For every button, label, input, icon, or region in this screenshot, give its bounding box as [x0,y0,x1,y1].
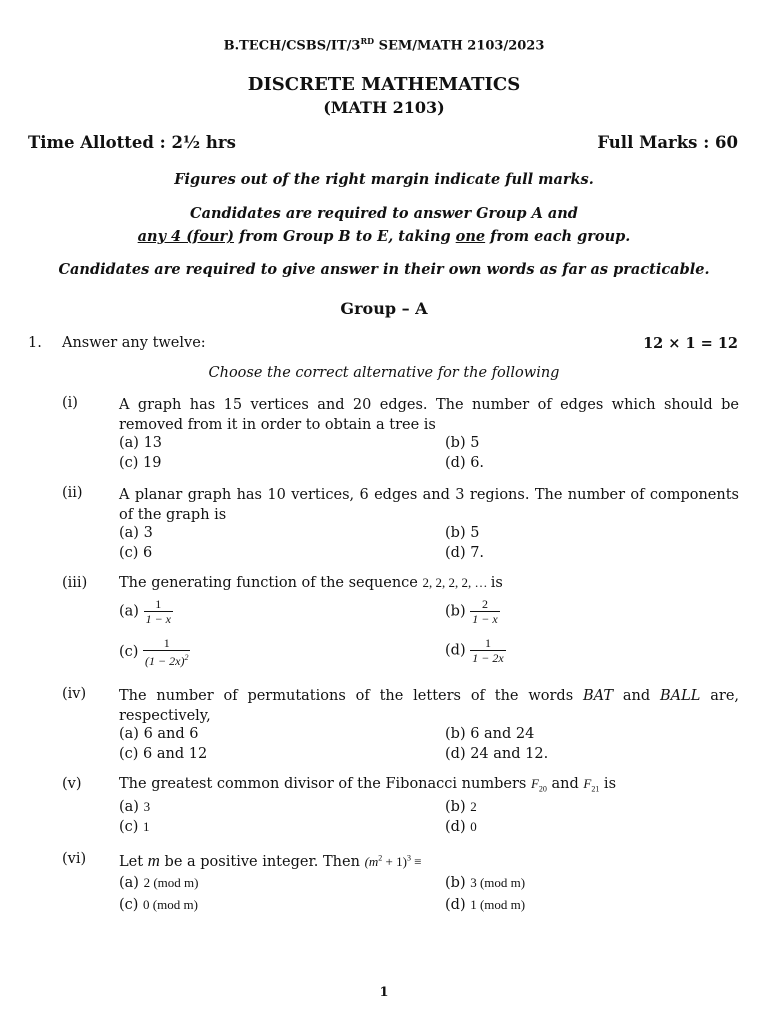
part-iv-text-post: are, respectively, [119,688,740,724]
part-vi-option-d-label: (d) [445,897,466,913]
part-iv-text-pre: The number of permutations of the letters of the words [119,688,584,704]
part-v-f21-subscript: 21 [591,784,600,794]
paper-title: DISCRETE MATHEMATICS [247,74,521,95]
instruction-groups-end: from each group. [485,228,631,245]
part-v-option-a [119,799,150,815]
part-iv-option-b: (b) 6 and 24 [445,726,535,742]
part-iii-option-d-numerator: 1 [484,636,491,650]
part-v-f21 [583,776,600,794]
part-iii-option-b-label: (b) [445,603,466,620]
part-vi-expression [365,854,422,869]
part-iii-option-c-label: (c) [119,644,139,660]
part-i-option-a: (a) 13 [119,435,163,451]
part-iii-text-post: is [490,575,503,591]
part-v-option-b-label: (b) [445,799,466,815]
part-iii-option-d-denominator: 1 − 2x [472,651,504,665]
part-i-option-d: (d) 6. [445,455,485,471]
part-iv-label: (iv) [62,686,87,702]
paper-subtitle: (MATH 2103) [323,98,445,117]
instruction-own-words: Candidates are required to give answer in their own words as far as practicable. [58,261,710,278]
part-iv-word-ball: BALL [660,688,701,704]
instruction-any-four: any 4 (four) [137,228,235,245]
part-iv-text [119,686,739,726]
part-vi-option-a [119,875,198,891]
part-vi-expression-relation: ≡ [410,854,422,869]
part-ii-option-b: (b) 5 [445,525,480,541]
part-v-text [119,776,616,794]
part-iii-option-a-numerator: 1 [155,597,162,611]
part-iii-option-a-label: (a) [119,603,139,620]
instruction-one: one [455,228,486,245]
part-iv-word-bat: BAT [583,688,614,704]
part-v-f21-symbol: F [583,776,592,791]
part-v-option-b-value: 2 [470,799,477,814]
part-v-option-d-label: (d) [445,819,466,835]
part-iii-option-a-fraction [144,597,173,626]
part-iii-text-pre: The generating function of the sequence [119,575,423,591]
part-v-option-a-label: (a) [119,799,139,815]
part-iii-sequence: 2, 2, 2, 2, … [422,575,491,590]
part-iii-option-c [119,636,190,668]
part-iii-option-a [119,597,173,626]
part-v-option-a-value: 3 [143,799,151,814]
part-v-option-d [445,819,477,835]
time-allotted: Time Allotted : 2½ hrs [28,133,236,152]
full-marks: Full Marks : 60 [597,133,738,152]
part-i-text: A graph has 15 vertices and 20 edges. The number of edges which should be removed from it in order to obtain a tree is [119,397,739,433]
part-iii-option-b-denominator: 1 − x [472,612,498,626]
part-iv-option-a: (a) 6 and 6 [119,726,199,742]
part-v-f20-subscript: 20 [538,784,547,794]
instruction-groups-text: from Group B to E, taking [234,228,456,245]
question-marks: 12 × 1 = 12 [643,335,738,352]
page-number: 1 [379,985,389,1000]
paper-code-suffix: SEM/MATH 2103/2023 [374,38,545,54]
part-vi-option-b-value: 3 (mod m) [470,875,526,890]
question-number: 1. [28,335,42,351]
part-iii-option-d-fraction [470,636,505,665]
question-directive: Choose the correct alternative for the following [208,365,560,381]
part-vi-option-d [445,897,525,913]
part-vi-text-mid: be a positive integer. Then [159,854,365,870]
part-v-label: (v) [62,776,82,792]
instruction-marks: Figures out of the right margin indicate full marks. [174,171,594,188]
part-ii-option-c: (c) 6 [119,545,153,561]
instruction-groups-2 [0,228,768,245]
part-iii-option-c-denominator [143,650,190,668]
part-vi-option-a-label: (a) [119,875,139,891]
part-vi-expression-cube: 3 [406,853,411,863]
part-vi-option-c-label: (c) [119,897,139,913]
part-iv-option-c: (c) 6 and 12 [119,746,208,762]
part-i-option-b: (b) 5 [445,435,480,451]
instruction-groups-1: Candidates are required to answer Group A and [190,205,578,222]
part-iii-option-d-label: (d) [445,642,466,659]
part-iii-option-c-denominator-base: (1 − 2x) [145,654,185,668]
part-iii-option-b-fraction [470,597,499,626]
part-v-f20-symbol: F [530,776,539,791]
part-ii-option-d: (d) 7. [445,545,485,561]
part-v-option-c [119,819,150,835]
part-v-text-pre: The greatest common divisor of the Fibonacci numbers [119,776,531,792]
part-iii-option-c-fraction [143,636,190,668]
part-v-option-c-value: 1 [143,819,150,834]
part-iii-option-a-denominator: 1 − x [145,612,172,626]
part-v-option-d-value: 0 [470,819,477,834]
part-iii-label: (iii) [62,575,88,591]
part-vi-text [119,851,422,871]
paper-code-prefix: B.TECH/CSBS/IT/3 [223,38,361,54]
part-vi-option-c [119,897,198,913]
part-vi-option-c-value: 0 (mod m) [143,897,198,912]
part-ii-option-a: (a) 3 [119,525,153,541]
part-iii-option-c-exponent: 2 [184,653,189,662]
part-iv-option-d: (d) 24 and 12. [445,746,549,762]
part-vi-expression-base: (m [364,854,379,869]
part-i-option-c: (c) 19 [119,455,162,471]
part-i-label: (i) [62,395,78,411]
part-vi-option-d-value: 1 (mod m) [470,897,526,912]
part-ii-text: A planar graph has 10 vertices, 6 edges and 3 regions. The number of components of the graph is [119,487,739,523]
part-iv-text-mid: and [613,688,660,704]
part-vi-option-b-label: (b) [445,875,466,891]
part-ii-label: (ii) [62,485,83,501]
part-iii-option-c-numerator: 1 [163,636,170,650]
part-v-text-post: is [599,776,617,792]
part-iii-option-d [445,636,506,665]
part-vi-variable-m: m [147,851,160,870]
part-vi-text-pre: Let [119,854,148,870]
part-iii-text [119,575,503,591]
paper-code [0,36,768,53]
part-v-option-c-label: (c) [119,819,139,835]
part-vi-expression-tail: + 1) [382,854,407,869]
part-v-option-b [445,799,477,815]
part-iii-option-b-numerator: 2 [481,597,488,611]
group-heading: Group – A [340,299,428,318]
part-vi-expression-square: 2 [378,853,383,863]
part-iii-option-b [445,597,500,626]
paper-code-sup: RD [360,36,375,46]
part-v-f20 [530,776,547,794]
part-vi-label: (vi) [62,851,87,867]
question-text: Answer any twelve: [62,335,206,351]
part-vi-option-b [445,875,525,891]
part-v-text-mid: and [546,776,584,792]
part-vi-option-a-value: 2 (mod m) [143,875,199,890]
